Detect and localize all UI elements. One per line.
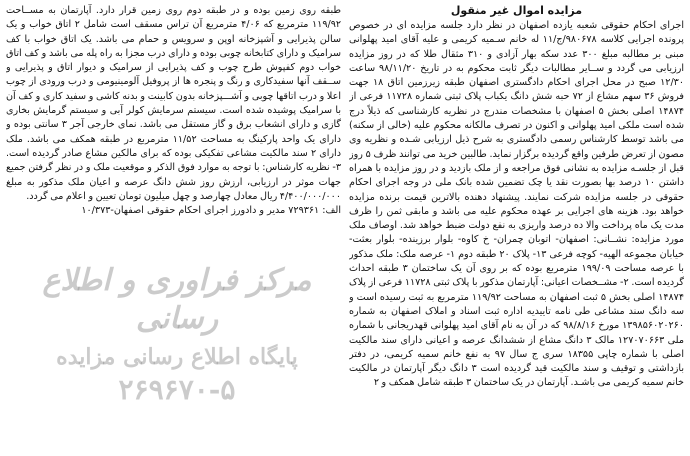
notice-signature: الف: ۷۲۹۳۶۱ مدیر و دادورز اجرای احکام حقوقی اصفهان-۱۰/۳۷۳ xyxy=(81,205,341,217)
right-column xyxy=(349,4,684,456)
notice-body-right: اجرای احکام حقوقی شعبه یازده اصفهان در نظر دارد جلسه مزایده ای در خصوص پرونده اجرایی کلاسه ۹۸۰۶۷۸/ج/۱۱ له خانم سـمیه کریمی و علیه آقای امید پهلوانی مبنی بر مطالبه مبلغ ۳۰۰ عدد سکه بهار آزادی و ۳۱۰ مثقال طلا که در روز مزایده ارزیابی می گردد و ســایر مطالبات دیگر ثابت محکوم به در تاریخ ۹۸/۱۱/۲۰ ساعت ۱۲/۳۰ صبح در محل اجرای احکام دادگستری اصفهان طبقه زیرزمین اتاق ۱۸ جهت فروش ۳۶ سهم مشاع از ۷۲ حبه شش دانگ یکباب پلاک ثبتی شماره ۱۱۷۲۸ فرعی از ۱۴۸۷۴ اصلی بخش ۵ اصفهان با مشخصات مندرج در نظریه کارشناسی که ذیلاً درج شده است ملکی امید پهلوانی و اکنون در تصرف مالکانه محکوم علیه (خالی از سکنه) می باشد توسط کارشناس رسمی دادگستری به شرح ذیل ارزیابی شـده و نظریه وی مصون از تعرض طرفین واقع گردیده برگزار نماید. طالبین خرید می توانند ظرف ۵ روز قبل از جلسـه مزایده به نشانی فوق مراجعه و از ملک بازدید و در روز مزایده با همراه داشتن ۱۰ درصد بها بصورت نقد یا چک تضمین شده بانک ملی در وجه اجرای احکام حقوقی در جلسه مزایده شرکت نمایند. پیشنهاد دهنده بالاترین قیمت برنده مزایده خواهد بود. هزینه های اجرایی بر عهده محکوم علیه می باشد و مابقی ثمن را ظرف مدت یک ماه پرداخت والا ده درصد واریزی به نفع دولت ضبط خواهد شد. اوصاف ملک مورد مزایده: نشــانی: اصفهان- اتوبان چمران- خ کاوه- بلوار برزینده- بلوار بعثت- خیابان مجموعه الهیه- کوچه فرعی ۱۳- پلاک ۲۰ طبقه دوم ۱- عرصه ملک: ملک مذکور با عرصه مساحت ۱۹۹/۰۹ مترمربع بوده که بر روی آن یک ساختمان ۳ طبقه احداث گردیده است. ۲- مشــخصات اعیانی: آپارتمان مذکور با پلاک ثبتی ۱۱۷۲۸ فرعی از پلاک ۱۴۸۷۴ اصلی بخش ۵ ثبت اصفهان به مساحت ۱۱۹/۹۲ مترمربع به ثبت رسیده است و سه دانگ سند مشاعی طی نامه تاییدیه اداره ثبت اسناد و املاک اصفهان به شماره ۱۳۹۸۵۶۰۲۰۲۶۰ مورخ ۹۸/۸/۱۶ که در آن به نام آقای امید پهلوانی قهدریجانی با شماره ملی ۱۲۷۰۷۰۶۶۳ مالک ۳ دانگ مشاع از ششدانگ عرصه و اعیانی دارای سند مالکیت اصلی با شماره چاپی ۱۸۳۵۵ سری ج سال ۹۷ به نفع خانم سمیه کریمی، در دفتر بازداشتی و توقیف و سند مالکیت قید گردیده است ۳ دانگ دیگر آپارتمان در مالکیت خانم سمیه کریمی می باشـد. آپارتمان در یک ساختمان ۳ طبقه شامل همکف و ۲ xyxy=(349,20,684,389)
watermark-line-1: مرکز فراوری و اطلاع رسانی xyxy=(42,263,312,336)
left-column xyxy=(6,4,341,456)
watermark-line-2: پایگاه اطلاع رسانی مزایده xyxy=(56,344,298,370)
notice-body-left: طبقه روی زمین بوده و در طبقه دوم روی زمین قرار دارد. آپارتمان به مســاحت ۱۱۹/۹۲ مترمربع که ۴/۰۶ مترمربع آن تراس مسقف است شامل ۲ اتاق خواب و یک سالن پذیرایی و آشپزخانه اوپن و سرویس و حمام می باشد. یک اتاق خواب با کف سرامیک و دارای کتابخانه چوبی بوده و دارای درب مجزا به راه پله می باشد و کف اتاق خواب دوم کفپوش طرح چوب و کف پذیرایی از سرامیک و دیوار اتاق و پذیرایی و ســقف آنها سفیدکاری و رنگ و پنجره ها از پروفیل آلومینیومی و درب ورودی از چوب اعلا و درب اتاقها چوبی و آشـــپزخانه بدون کابینت و بدنه کاشی و سفید کاری و کف آن با سرامیک پوشیده شده است. سیستم سرمایش کولر آبی و سیستم گرمایش بخاری گازی و دارای انشعاب برق و گاز مستقل می باشد. نمای خارجی آجر ۳ سانتی بوده و دارای یک واحد پارکینگ به مساحت ۱۱/۵۲ مترمربع در طبقه همکف می باشد. ملک دارای ۲ سند مالکیت مشاعی تفکیکی بوده که برای مالکین مشاع صادر گردیده است. ۳- نظریه کارشناس: با توجه به موارد فوق الذکر و موقعیت ملک و در نظر گرفتن جمیع جهات موثر در ارزیابی، ارزش روز شش دانگ عرصه و اعیان ملک مذکور به مبلغ ۴/۴۰۰/۰۰۰/۰۰۰ ریال معادل چهارصد و چهل میلیون تومان تعیین و اعلام می گردد. xyxy=(6,5,341,202)
watermark-phone: ۲۶۹۶۷۰-۵ xyxy=(118,373,236,406)
notice-title: مزایده اموال غیر منقول xyxy=(450,4,583,17)
